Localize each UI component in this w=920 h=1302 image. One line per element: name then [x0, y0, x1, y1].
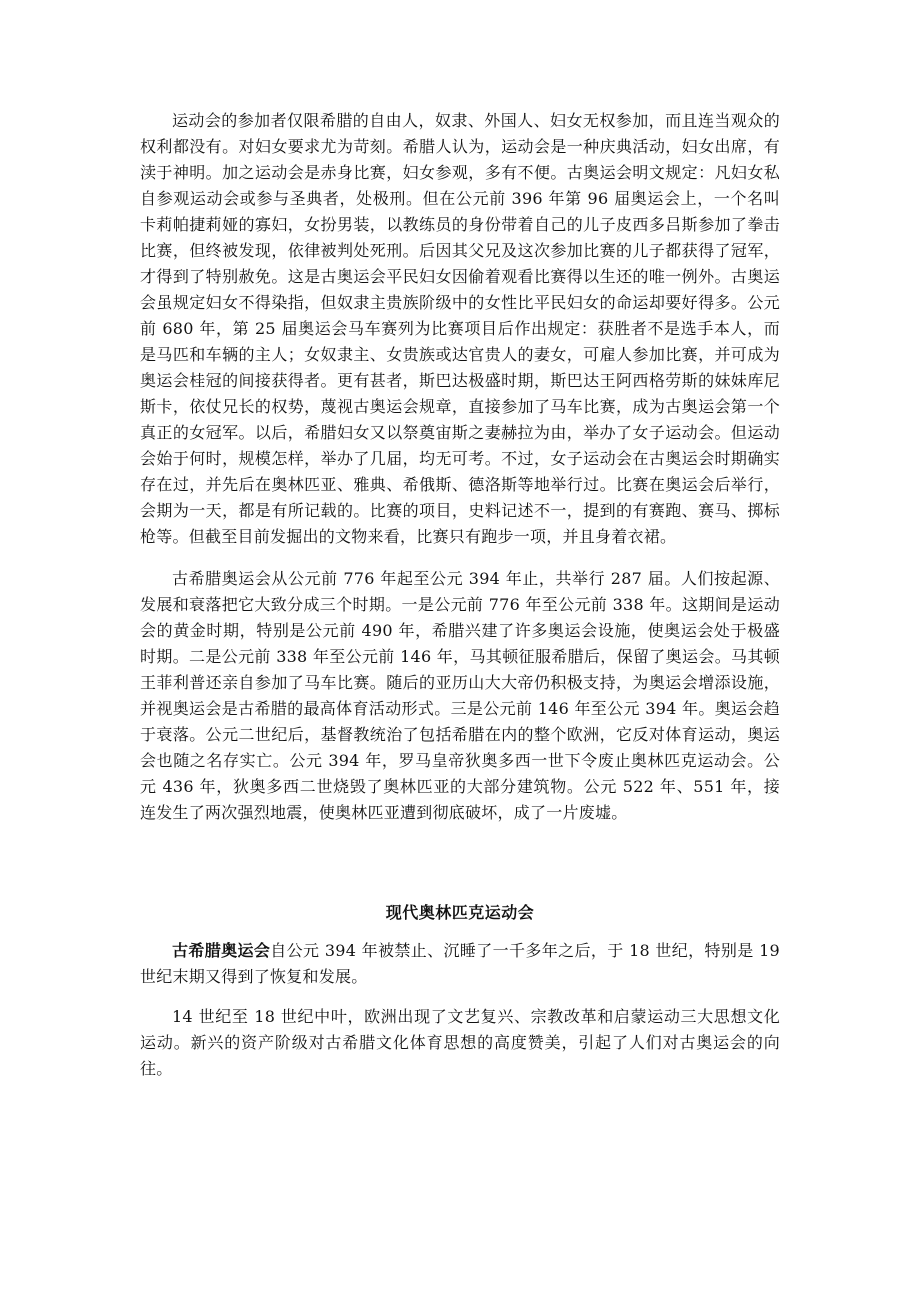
paragraph-women-at-games: 运动会的参加者仅限希腊的自由人，奴隶、外国人、妇女无权参加，而且连当观众的权利都没有。对妇女要求尤为苛刻。希腊人认为，运动会是一种庆典活动，妇女出席，有渎于神明。加之运动会是赤身比赛，妇女参观，多有不便。古奥运会明文规定：凡妇女私自参观运动会或参与圣典者，处极刑。但在公元前 396 年第 96 届奥运会上，一个名叫卡莉帕捷莉娅的寡妇，女扮男装，以教练员的身份带着自己的儿子皮西多吕斯参加了拳击比赛，但终被发现，依律被判处死刑。后因其父兄及这次参加比赛的儿子都获得了冠军，才得到了特别赦免。这是古奥运会平民妇女因偷着观看比赛得以生还的唯一例外。古奥运会虽规定妇女不得染指，但奴隶主贵族阶级中的女性比平民妇女的命运却要好得多。公元前 680 年，第 25 届奥运会马车赛列为比赛项目后作出规定：获胜者不是选手本人，而是马匹和车辆的主人；女奴隶主、女贵族或达官贵人的妻女，可雇人参加比赛，并可成为奥运会桂冠的间接获得者。更有甚者，斯巴达极盛时期，斯巴达王阿西格劳斯的妹妹库尼斯卡，依仗兄长的权势，蔑视古奥运会规章，直接参加了马车比赛，成为古奥运会第一个真正的女冠军。以后，希腊妇女又以祭奠宙斯之妻赫拉为由，举办了女子运动会。但运动会始于何时，规模怎样，举办了几届，均无可考。不过，女子运动会在古奥运会时期确实存在过，并先后在奥林匹亚、雅典、希俄斯、德洛斯等地举行过。比赛在奥运会后举行，会期为一天，都是有所记载的。比赛的项目，史料记述不一，提到的有赛跑、赛马、掷标枪等。但截至目前发掘出的文物来看，比赛只有跑步一项，并且身着衣裙。: [140, 111, 780, 546]
document-body: [140, 108, 780, 1096]
paragraph-renaissance: 14 世纪至 18 世纪中叶，欧洲出现了文艺复兴、宗教改革和启蒙运动三大思想文化运动。新兴的资产阶级对古希腊文化体育思想的高度赞美，引起了人们对古奥运会的向往。: [140, 1007, 780, 1078]
paragraph-revival-text: 自公元 394 年被禁止、沉睡了一千多年之后，于 18 世纪，特别是 19 世纪末期又得到了恢复和发展。: [140, 941, 780, 986]
paragraph-ancient-olympics-periods: 古希腊奥运会从公元前 776 年起至公元 394 年止，共举行 287 届。人们按起源、发展和衰落把它大致分成三个时期。一是公元前 776 年至公元前 338 年。这期间是运动会的黄金时期，特别是公元前 490 年，希腊兴建了许多奥运会设施，使奥运会处于极盛时期。二是公元前 338 年至公元前 146 年，马其顿征服希腊后，保留了奥运会。马其顿王菲利普还亲自参加了马车比赛。随后的亚历山大大帝仍积极支持，为奥运会增添设施，并视奥运会是古希腊的最高体育活动形式。三是公元前 146 年至公元 394 年。奥运会趋于衰落。公元二世纪后，基督教统治了包括希腊在内的整个欧洲，它反对体育运动，奥运会也随之名存实亡。公元 394 年，罗马皇帝狄奥多西一世下令废止奥林匹克运动会。公元 436 年，狄奥多西二世烧毁了奥林匹亚的大部分建筑物。公元 522 年、551 年，接连发生了两次强烈地震，使奥林匹亚遭到彻底破坏，成了一片废墟。: [140, 569, 780, 822]
paragraph-revival: [140, 938, 780, 990]
bold-lead-phrase: 古希腊奥运会: [172, 941, 271, 960]
section-title: 现代奥林匹克运动会: [385, 903, 535, 922]
section-spacer: [140, 840, 780, 900]
